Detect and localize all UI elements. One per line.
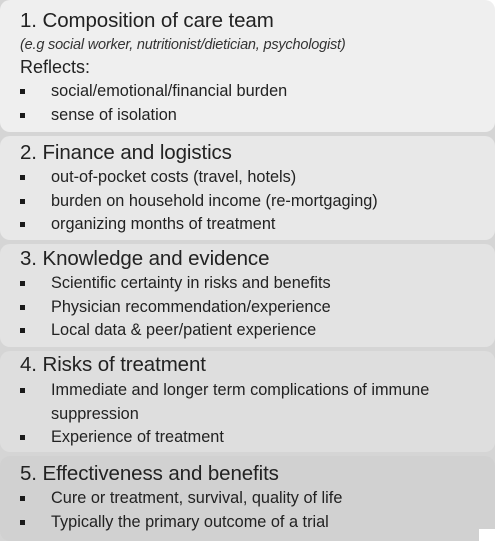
list-item [20,104,495,128]
corner-patch [479,529,495,541]
section-heading: 4. Risks of treatment [20,353,206,376]
list-item [20,487,495,511]
bullet-icon [20,520,25,525]
bullet-icon [20,496,25,501]
list-item-text: Scientific certainty in risks and benefits [51,274,331,292]
list-item [20,213,495,237]
section-knowledge-evidence [0,244,495,347]
list-item-text: social/emotional/financial burden [51,82,288,100]
section-effectiveness-benefits [0,456,495,541]
list-item [20,80,495,104]
bullet-icon [20,199,25,204]
bullet-icon [20,305,25,310]
list-item-text: Cure or treatment, survival, quality of life [51,489,343,507]
list-item-text: sense of isolation [51,105,177,124]
section-subheading: Reflects: [20,57,91,77]
list-item [20,426,495,450]
section-care-team [0,0,495,132]
bullet-icon [20,328,25,333]
list-item [20,319,495,343]
list-item [20,166,495,190]
section-heading: 1. Composition of care team [20,9,274,32]
bullet-list [20,487,495,534]
list-item-text: out-of-pocket costs (travel, hotels) [51,168,297,186]
list-item [20,379,495,426]
list-item [20,511,495,535]
bullet-list [20,80,495,127]
bullet-icon [20,281,25,286]
list-item-text: Experience of treatment [51,428,224,446]
list-item [20,296,495,320]
list-item-text: Physician recommendation/experience [51,297,331,316]
list-item-text: Local data & peer/patient experience [51,321,317,339]
list-item-text: Typically the primary outcome of a trial [51,512,329,531]
bullet-icon [20,222,25,227]
list-item [20,190,495,214]
section-heading: 2. Finance and logistics [20,141,232,164]
section-risks-treatment [0,351,495,452]
list-item [20,272,495,296]
list-item-text: organizing months of treatment [51,215,276,233]
bullet-icon [20,113,25,118]
bullet-icon [20,435,25,440]
bullet-icon [20,388,25,393]
bullet-icon [20,175,25,180]
bullet-list [20,166,495,237]
bullet-list [20,272,495,343]
bullet-list [20,379,495,450]
list-item-text: Immediate and longer term complications of immune suppression [51,381,430,423]
list-item-text: burden on household income (re-mortgaging) [51,191,378,210]
section-note: (e.g social worker, nutritionist/dietician, psychologist) [20,37,346,53]
bullet-icon [20,89,25,94]
section-finance-logistics [0,136,495,240]
section-heading: 3. Knowledge and evidence [20,247,270,270]
section-heading: 5. Effectiveness and benefits [20,462,279,485]
